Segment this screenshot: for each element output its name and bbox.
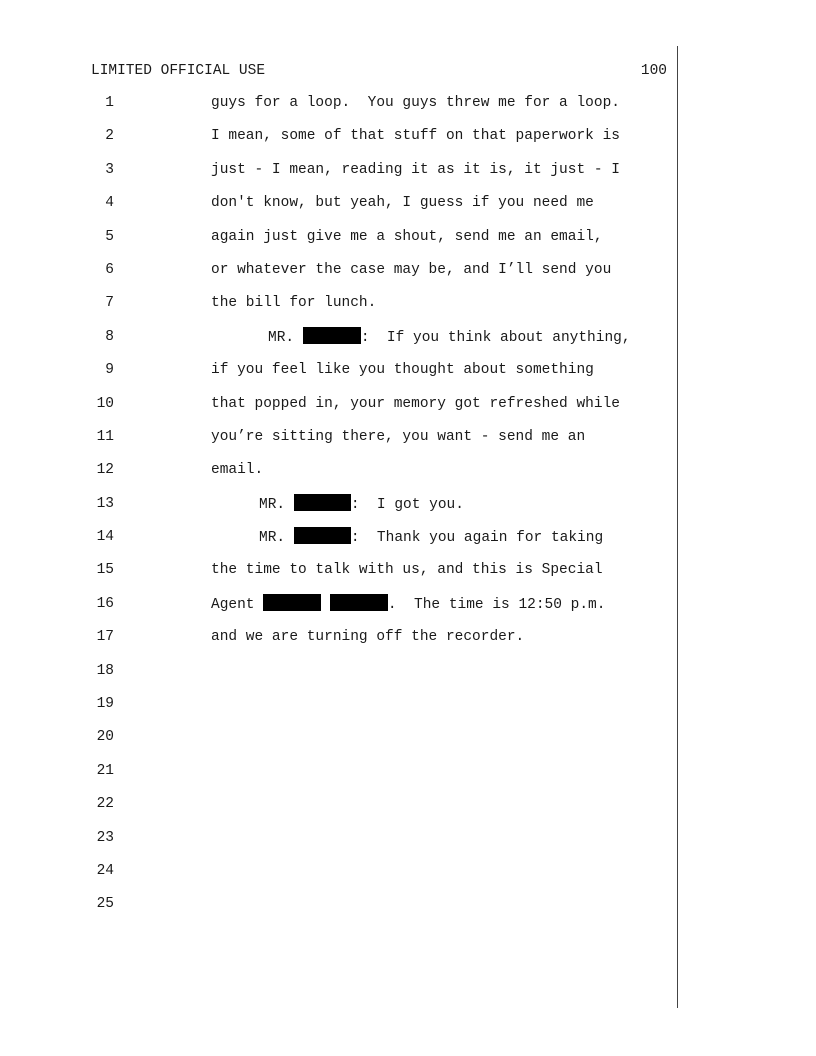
page-number: 100 — [640, 63, 667, 79]
line-number: 13 — [96, 495, 114, 512]
transcript-line — [0, 794, 816, 827]
speaker-statement: : If you think about anything, — [360, 329, 631, 346]
speaker-statement: : Thank you again for taking — [350, 530, 604, 547]
line-number: 17 — [96, 629, 114, 646]
redaction-bar — [294, 494, 351, 511]
line-number: 24 — [96, 862, 114, 879]
line-number: 7 — [105, 295, 114, 312]
line-number: 9 — [105, 362, 114, 379]
speaker-title: MR. — [259, 530, 286, 547]
line-number: 22 — [96, 796, 114, 813]
line-number: 10 — [96, 395, 114, 412]
transcript-line — [0, 694, 816, 727]
speaker-line — [259, 527, 603, 548]
transcript-line — [0, 360, 816, 393]
line-text: just - I mean, reading it as it is, it just - I — [211, 161, 620, 178]
line-number: 19 — [96, 696, 114, 713]
line-number: 1 — [105, 95, 114, 111]
transcript-line — [0, 227, 816, 260]
line-number: 25 — [96, 896, 114, 913]
line-text: the time to talk with us, and this is Special — [211, 562, 603, 579]
transcript-line — [0, 394, 816, 427]
line-number: 4 — [105, 195, 114, 212]
line-number: 8 — [105, 328, 114, 345]
line-number: 5 — [105, 228, 114, 245]
line-text: or whatever the case may be, and I’ll send you — [211, 261, 612, 278]
agent-line — [211, 594, 605, 615]
line-number: 11 — [96, 428, 114, 445]
transcript-line — [0, 594, 816, 627]
transcript-line — [0, 861, 816, 894]
line-text: guys for a loop. You guys threw me for a loop. — [211, 95, 620, 111]
classification-header: LIMITED OFFICIAL USE — [91, 63, 266, 79]
transcript-line — [0, 527, 816, 560]
transcript-line — [0, 293, 816, 326]
speaker-line — [259, 494, 464, 515]
transcript-line — [0, 494, 816, 527]
speaker-statement: : I got you. — [350, 496, 464, 513]
transcript-line — [0, 828, 816, 861]
line-number: 21 — [96, 762, 114, 779]
line-text: I mean, some of that stuff on that paperwork is — [211, 128, 620, 145]
transcript-line — [0, 661, 816, 694]
transcript-line — [0, 460, 816, 493]
line-number: 12 — [96, 462, 114, 479]
line-text: and we are turning off the recorder. — [211, 629, 525, 646]
transcript-line — [0, 193, 816, 226]
transcript-line — [0, 427, 816, 460]
redaction-bar — [303, 327, 361, 344]
line-text: that popped in, your memory got refreshed while — [211, 395, 620, 412]
agent-statement: . The time is 12:50 p.m. — [387, 596, 606, 613]
line-text: again just give me a shout, send me an email, — [211, 228, 603, 245]
transcript-line — [0, 327, 816, 360]
transcript-line — [0, 560, 816, 593]
speaker-line — [268, 327, 631, 348]
transcript-body — [0, 93, 816, 928]
line-number: 16 — [96, 595, 114, 612]
line-number: 15 — [96, 562, 114, 579]
line-text: email. — [211, 462, 264, 479]
speaker-title: MR. — [259, 496, 286, 513]
line-number: 3 — [105, 161, 114, 178]
transcript-line — [0, 761, 816, 794]
redaction-bar — [330, 594, 388, 611]
line-text: if you feel like you thought about something — [211, 362, 594, 379]
transcript-line — [0, 260, 816, 293]
transcript-line — [0, 126, 816, 159]
line-number: 20 — [96, 729, 114, 746]
line-number: 6 — [105, 261, 114, 278]
agent-prefix: Agent — [211, 596, 255, 613]
transcript-line — [0, 627, 816, 660]
line-number: 2 — [105, 128, 114, 145]
transcript-line — [0, 160, 816, 193]
line-text: you’re sitting there, you want - send me an — [211, 428, 586, 445]
transcript-line — [0, 93, 816, 126]
redaction-bar — [263, 594, 321, 611]
line-text: don't know, but yeah, I guess if you need me — [211, 195, 594, 212]
redaction-bar — [294, 527, 351, 544]
transcript-line — [0, 727, 816, 760]
transcript-line — [0, 894, 816, 927]
line-text: the bill for lunch. — [211, 295, 377, 312]
line-number: 23 — [96, 829, 114, 846]
line-number: 14 — [96, 529, 114, 546]
line-number: 18 — [96, 662, 114, 679]
speaker-title: MR. — [268, 329, 295, 346]
